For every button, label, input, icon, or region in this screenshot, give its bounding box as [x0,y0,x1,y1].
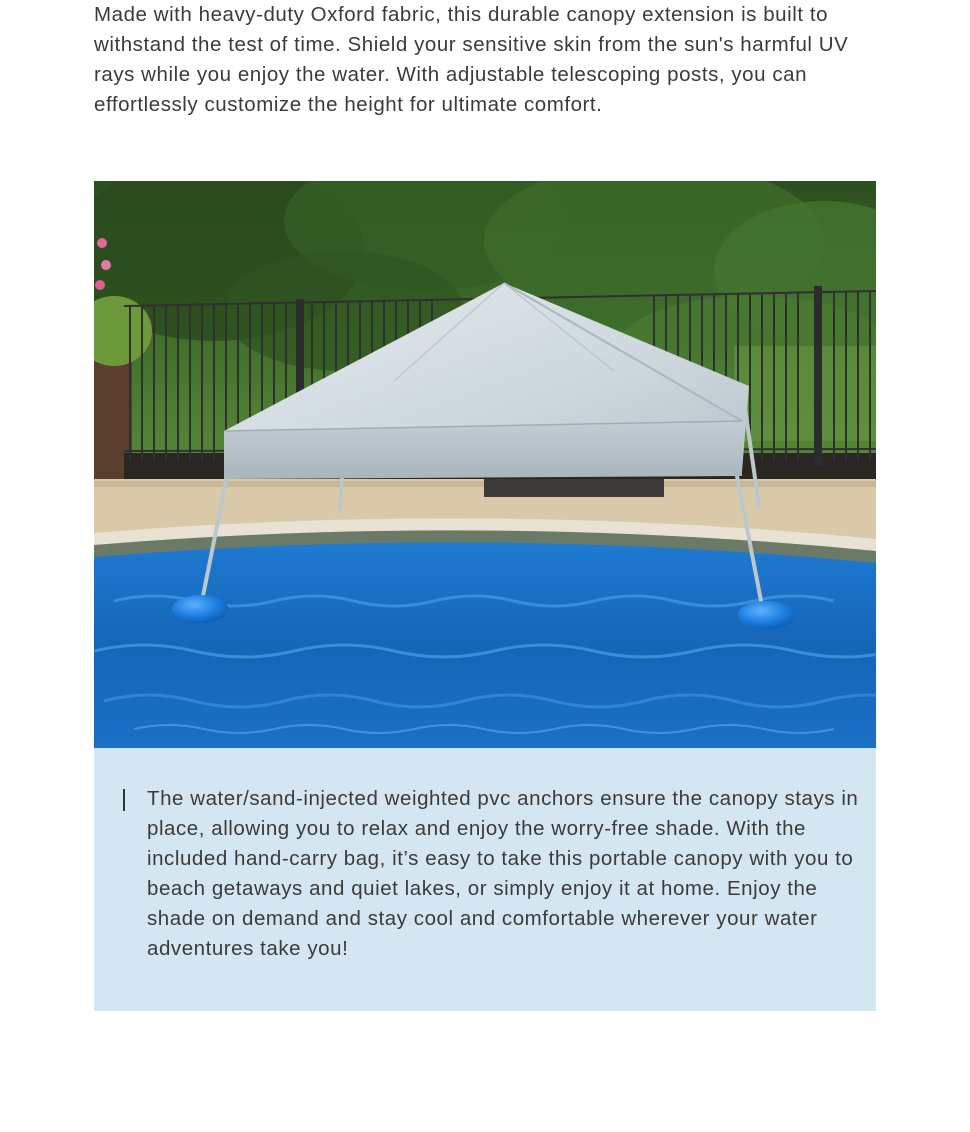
intro-paragraph: Made with heavy-duty Oxford fabric, this durable canopy extension is built to withstand the test of time. Shield your sensitive skin from the sun's harmful UV rays while you enjoy the water. With adjustable telescoping posts, you can effortlessly customize the height for ultimate comfort. [94,3,849,116]
product-photo [94,181,876,748]
fence-post [814,286,822,466]
pool-anchor [172,595,228,623]
quote-bar [123,789,125,811]
feature-paragraph: The water/sand-injected weighted pvc anchors ensure the canopy stays in place, allowing you to relax and enjoy the worry-free shade. With the included hand-carry bag, it’s easy to take this portable canopy with you to beach getaways and quiet lakes, or simply enjoy it at home. Enjoy the shade on demand and stay cool and comfortable wherever your water adventures take you! [147,787,859,960]
pool-anchor [738,601,796,629]
pool-water [94,542,876,748]
feature-callout [94,748,876,1011]
